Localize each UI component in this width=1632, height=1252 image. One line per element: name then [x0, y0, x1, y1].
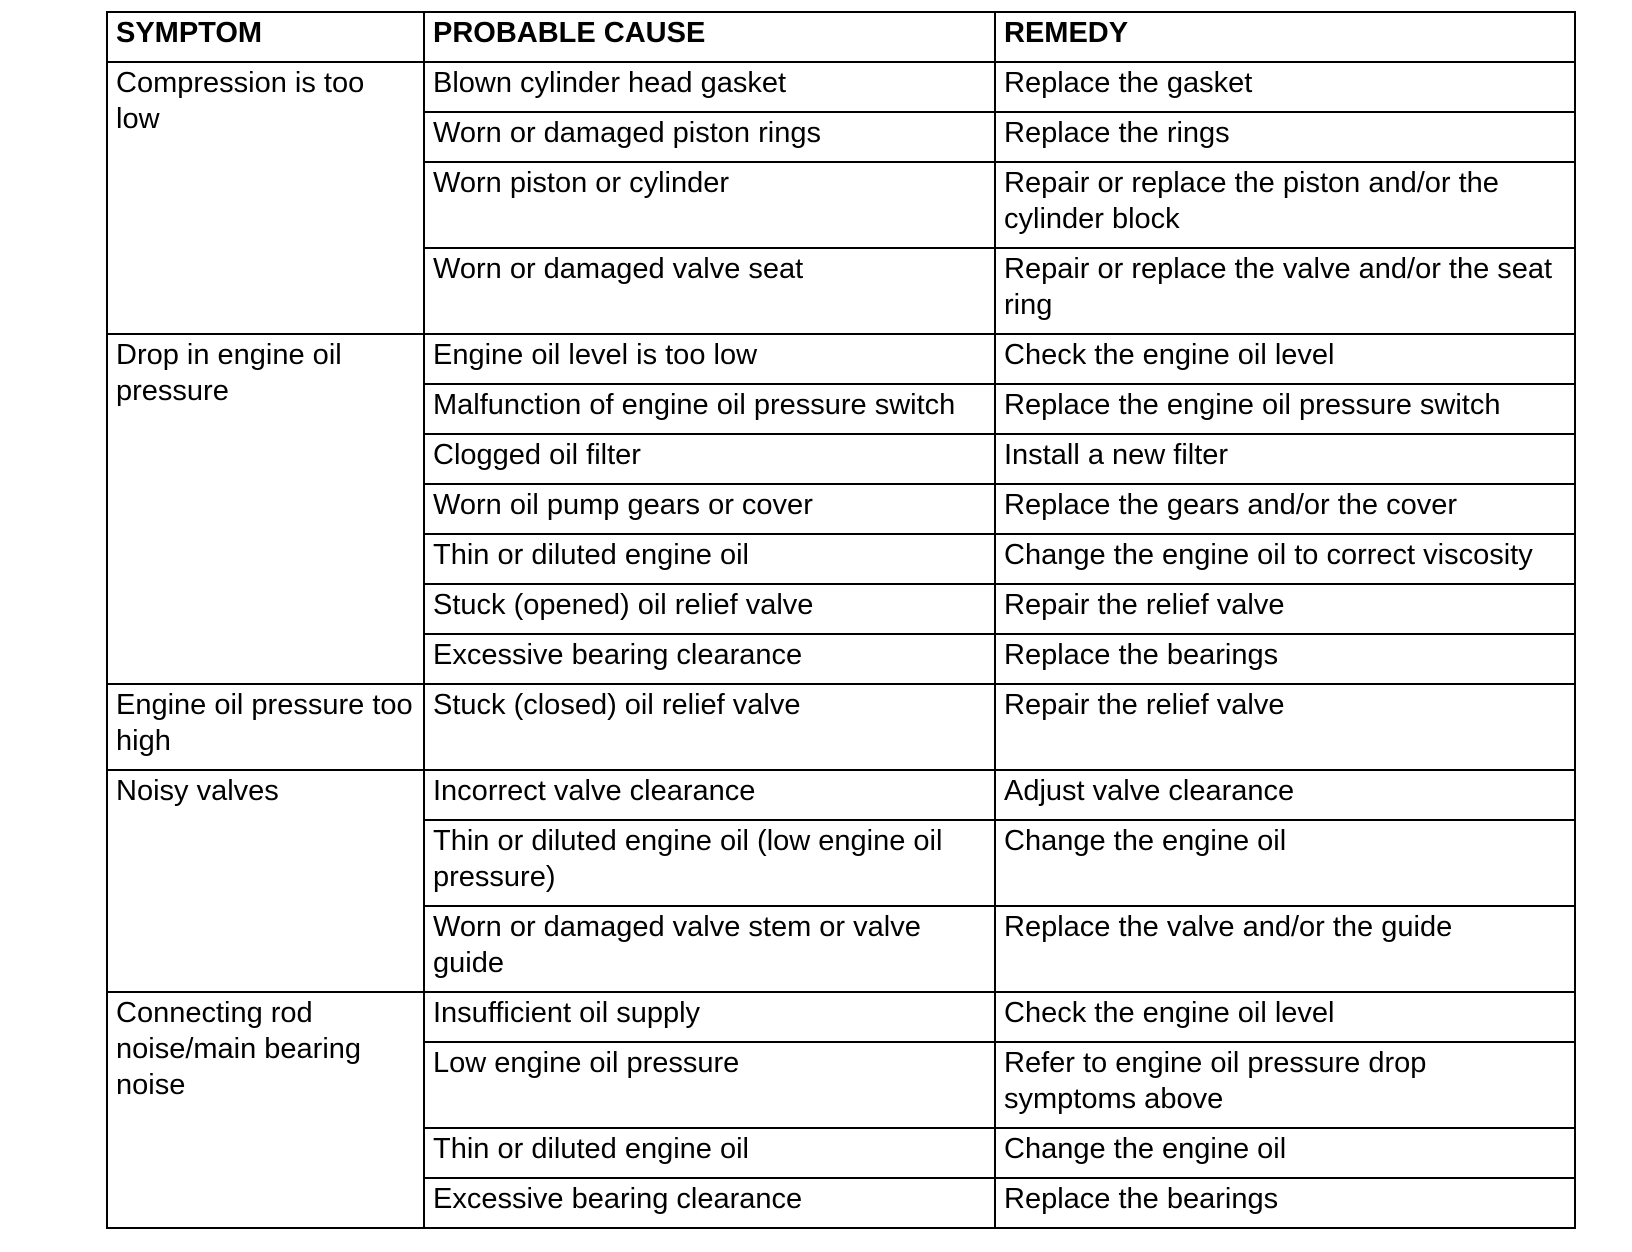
remedy-cell: Replace the gears and/or the cover — [995, 484, 1575, 534]
remedy-cell: Replace the bearings — [995, 634, 1575, 684]
remedy-cell: Repair the relief valve — [995, 584, 1575, 634]
cause-cell: Thin or diluted engine oil — [424, 534, 995, 584]
remedy-cell: Replace the rings — [995, 112, 1575, 162]
header-row — [107, 12, 1575, 62]
table-row — [107, 334, 1575, 384]
header-remedy: REMEDY — [995, 12, 1575, 62]
symptom-cell: Compression is too low — [107, 62, 424, 334]
header-symptom: SYMPTOM — [107, 12, 424, 62]
symptom-cell: Drop in engine oil pressure — [107, 334, 424, 684]
remedy-cell: Replace the valve and/or the guide — [995, 906, 1575, 992]
cause-cell: Malfunction of engine oil pressure switch — [424, 384, 995, 434]
cause-cell: Stuck (closed) oil relief valve — [424, 684, 995, 770]
table-body — [107, 62, 1575, 1228]
remedy-cell: Change the engine oil — [995, 820, 1575, 906]
remedy-cell: Install a new filter — [995, 434, 1575, 484]
cause-cell: Worn or damaged valve stem or valve guide — [424, 906, 995, 992]
cause-cell: Excessive bearing clearance — [424, 1178, 995, 1228]
cause-cell: Low engine oil pressure — [424, 1042, 995, 1128]
cause-cell: Blown cylinder head gasket — [424, 62, 995, 112]
remedy-cell: Repair or replace the piston and/or the cylinder block — [995, 162, 1575, 248]
cause-cell: Stuck (opened) oil relief valve — [424, 584, 995, 634]
remedy-cell: Adjust valve clearance — [995, 770, 1575, 820]
remedy-cell: Check the engine oil level — [995, 334, 1575, 384]
remedy-cell: Check the engine oil level — [995, 992, 1575, 1042]
remedy-cell: Repair the relief valve — [995, 684, 1575, 770]
table-row — [107, 770, 1575, 820]
table-row — [107, 62, 1575, 112]
symptom-cell: Noisy valves — [107, 770, 424, 992]
cause-cell: Worn or damaged valve seat — [424, 248, 995, 334]
table-row — [107, 684, 1575, 770]
symptom-cell: Connecting rod noise/main bearing noise — [107, 992, 424, 1228]
table-row — [107, 992, 1575, 1042]
cause-cell: Worn or damaged piston rings — [424, 112, 995, 162]
remedy-cell: Replace the gasket — [995, 62, 1575, 112]
cause-cell: Engine oil level is too low — [424, 334, 995, 384]
cause-cell: Thin or diluted engine oil — [424, 1128, 995, 1178]
cause-cell: Worn oil pump gears or cover — [424, 484, 995, 534]
cause-cell: Excessive bearing clearance — [424, 634, 995, 684]
cause-cell: Clogged oil filter — [424, 434, 995, 484]
cause-cell: Insufficient oil supply — [424, 992, 995, 1042]
remedy-cell: Replace the bearings — [995, 1178, 1575, 1228]
table-header — [107, 12, 1575, 62]
symptom-cell: Engine oil pressure too high — [107, 684, 424, 770]
header-probable-cause: PROBABLE CAUSE — [424, 12, 995, 62]
remedy-cell: Replace the engine oil pressure switch — [995, 384, 1575, 434]
remedy-cell: Repair or replace the valve and/or the seat ring — [995, 248, 1575, 334]
remedy-cell: Change the engine oil to correct viscosity — [995, 534, 1575, 584]
cause-cell: Thin or diluted engine oil (low engine oil pressure) — [424, 820, 995, 906]
troubleshooting-table — [106, 11, 1576, 1229]
cause-cell: Incorrect valve clearance — [424, 770, 995, 820]
remedy-cell: Refer to engine oil pressure drop symptoms above — [995, 1042, 1575, 1128]
remedy-cell: Change the engine oil — [995, 1128, 1575, 1178]
cause-cell: Worn piston or cylinder — [424, 162, 995, 248]
